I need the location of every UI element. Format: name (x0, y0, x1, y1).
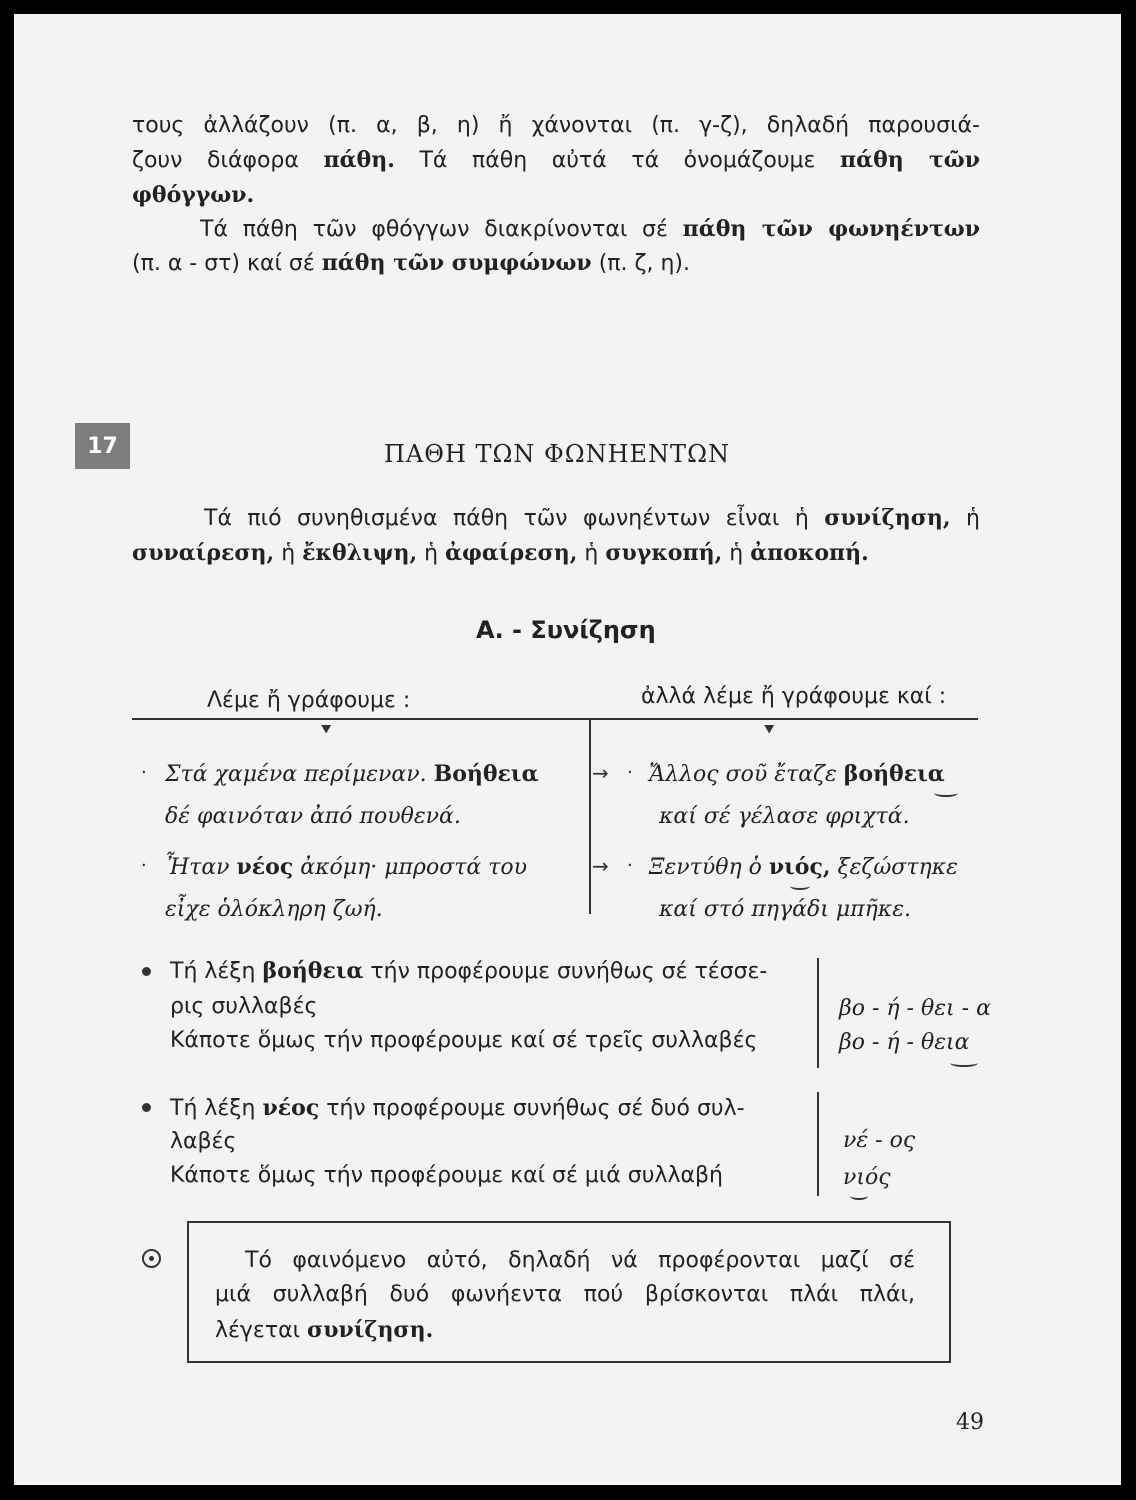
bullet-icon (142, 1103, 151, 1112)
example-2-right-line-2: καί στό πηγάδι μπῆκε. (659, 897, 912, 922)
example-2-right-bullet: · (627, 855, 633, 876)
bullet-2-line-3: Κάποτε ὅμως τήν προφέρουμε καί σέ μιά συλλαβή (170, 1163, 723, 1188)
example-1-right-line-1: Ἄλλος σοῦ ἔταζε βοήθεια (649, 761, 945, 787)
example-2-left-line-2: εἶχε ὁλόκληρη ζωή. (165, 897, 383, 922)
bullet-1-syllables-4: βο - ή - θει - α (839, 996, 991, 1021)
bullet-2-syllables-2: νέ - ος (843, 1128, 916, 1153)
section-para-line-1: Τά πιό συνηθισμένα πάθη τῶν φωνηέντων εἶναι ἡ συνίζηση, ἡ (204, 505, 980, 531)
intro-line-2: ζουν διάφορα πάθη. Τά πάθη αὐτά τά ὀνομάζουμε πάθη τῶν (132, 147, 981, 173)
example-1-right-line-2: καί σέ γέλασε φριχτά. (659, 804, 910, 829)
bullet-1-syllables-3: βο - ή - θεια (839, 1030, 970, 1055)
synizesis-arc-icon (950, 1059, 978, 1067)
section-title: ΠΑΘΗ ΤΩΝ ΦΩΝΗΕΝΤΩΝ (384, 440, 730, 468)
synizesis-arc-icon (934, 789, 958, 797)
example-1-left-line-2: δέ φαινόταν ἀπό πουθενά. (165, 804, 461, 829)
definition-line-3: λέγεται συνίζηση. (215, 1317, 434, 1343)
table-header-rule (132, 718, 978, 720)
example-1-bullet: · (141, 762, 147, 783)
section-para-line-2: συναίρεση, ἡ ἔκθλιψη, ἡ ἀφαίρεση, ἡ συγκοπή, ἡ ἀποκοπή. (132, 540, 869, 566)
arrow-down-left-icon: ⯆ (319, 720, 334, 741)
left-column-header: Λέμε ἤ γράφουμε : (207, 688, 411, 713)
section-number-badge: 17 (75, 423, 130, 469)
book-page (14, 14, 1121, 1485)
definition-line-2: μιά συλλαβή δυό φωνήεντα πού βρίσκονται πλάι πλάι, (215, 1282, 915, 1307)
syllable-divider (817, 1092, 819, 1196)
arrow-right-icon: → (592, 854, 609, 878)
synizesis-arc-icon (850, 1192, 868, 1200)
bullet-1-line-2: ρις συλλαβές (170, 994, 318, 1019)
bullet-2-line-1: Τή λέξη νέος τήν προφέρουμε συνήθως σέ δυό συλ- (170, 1095, 745, 1121)
definition-line-1: Τό φαινόμενο αὐτό, δηλαδή νά προφέρονται μαζί σέ (245, 1248, 915, 1273)
arrow-down-right-icon: ⯆ (762, 720, 777, 741)
intro-line-5: (π. α - στ) καί σέ πάθη τῶν συμφώνων (π. ζ, η). (132, 250, 690, 276)
example-1-left-line-1: Στά χαμένα περίμεναν. Βοήθεια (165, 761, 539, 787)
intro-line-1: τους ἀλλάζουν (π. α, β, η) ἤ χάνονται (π. γ-ζ), δηλαδή παρουσιά- (132, 113, 980, 138)
bullet-2-line-2: λαβές (170, 1129, 237, 1154)
intro-line-3: φθόγγων. (132, 182, 255, 208)
example-2-right-line-1: Ξεντύθη ὁ νιός, ξεζώστηκε (649, 854, 958, 880)
bullet-2-syllables-1: νιός (843, 1165, 891, 1190)
synizesis-arc-icon (790, 882, 810, 890)
example-2-left-line-1: Ἦταν νέος ἀκόμη· μπροστά του (165, 854, 528, 880)
intro-line-4: Τά πάθη τῶν φθόγγων διακρίνονται σέ πάθη τῶν φωνηέντων (200, 216, 980, 242)
note-target-icon (142, 1249, 161, 1268)
right-column-header: ἀλλά λέμε ἤ γράφουμε καί : (641, 684, 947, 709)
subsection-title: Α. - Συνίζηση (476, 616, 656, 644)
bullet-1-line-3: Κάποτε ὅμως τήν προφέρουμε καί σέ τρεῖς συλλαβές (170, 1028, 758, 1053)
arrow-right-icon: → (592, 761, 609, 785)
example-2-bullet: · (141, 855, 147, 876)
syllable-divider (817, 958, 819, 1068)
bullet-icon (142, 967, 151, 976)
bullet-1-line-1: Τή λέξη βοήθεια τήν προφέρουμε συνήθως σέ τέσσε- (170, 958, 768, 984)
table-column-divider (589, 719, 591, 914)
page-number: 49 (956, 1410, 984, 1435)
example-1-right-bullet: · (627, 762, 633, 783)
